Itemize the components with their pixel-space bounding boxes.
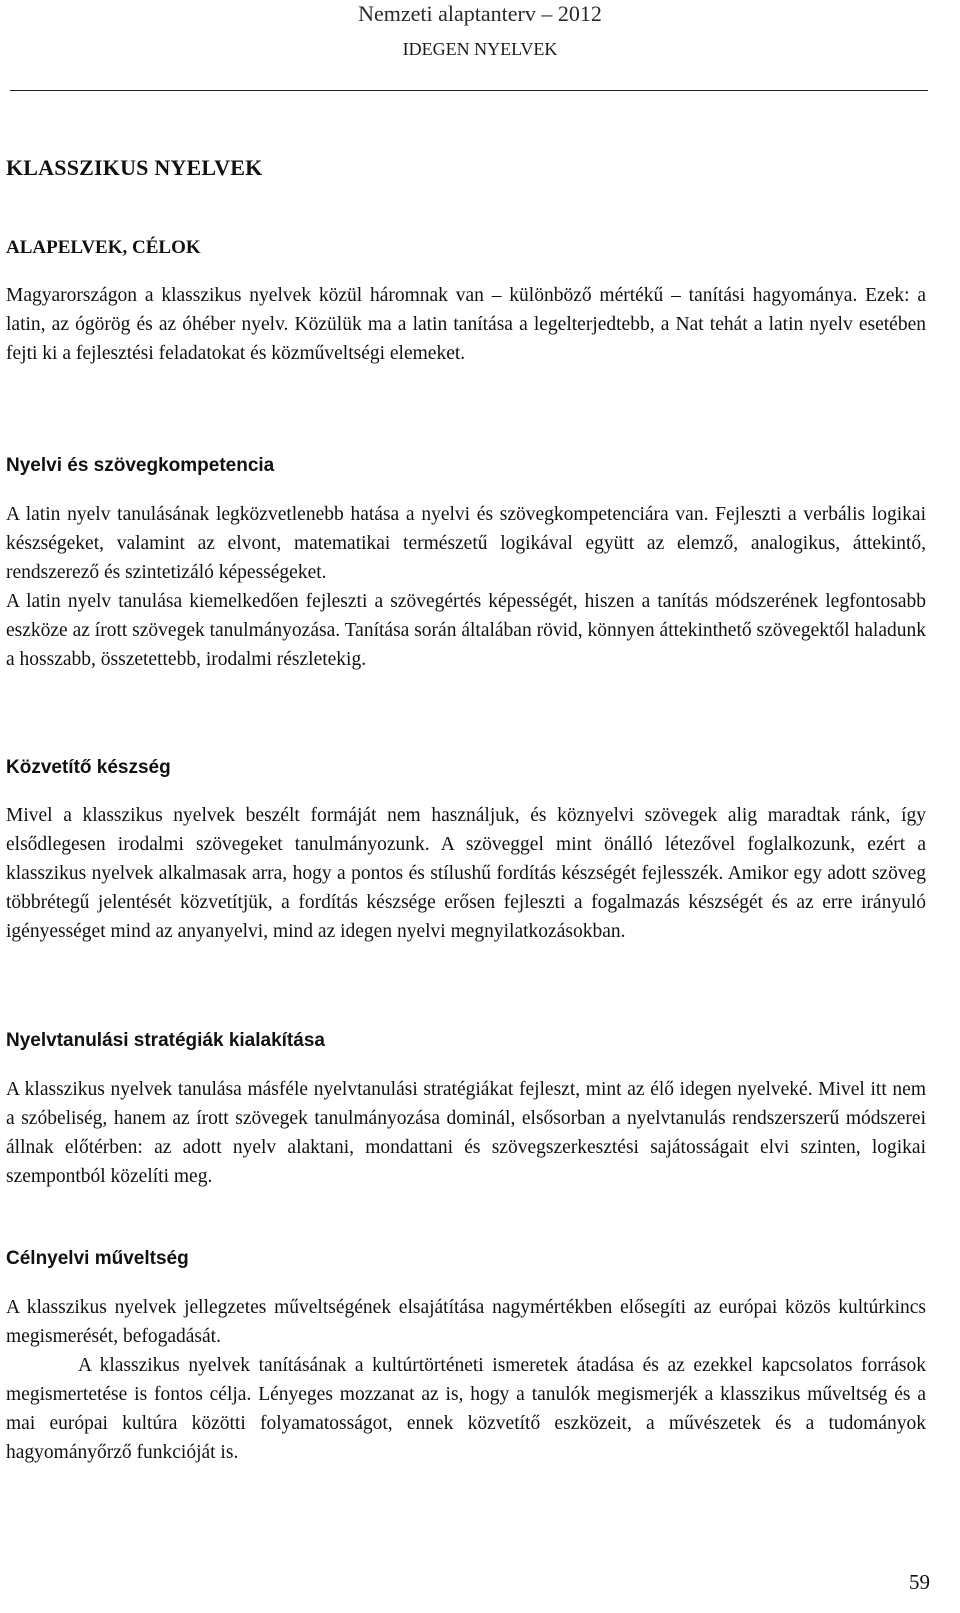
- section-4-paragraph-1: A klasszikus nyelvek jellegzetes műveltségének elsajátítása nagymértékben elősegíti az európai közös kultúrkincs megismerését, befogadását.: [6, 1297, 926, 1347]
- section-1-paragraph-1: A latin nyelv tanulásának legközvetlenebb hatása a nyelvi és szövegkompetenciára van. Fejleszti a verbális logikai készségeket, valamint az elvont, matematikai természetű logikával együtt az elemző, analogikus, áttekintő, rendszerező és szintetizáló képességeket.: [6, 504, 926, 583]
- header-subject: IDEGEN NYELVEK: [402, 39, 558, 59]
- header-title: Nemzeti alaptanterv – 2012: [358, 1, 602, 26]
- subsection-title: ALAPELVEK, CÉLOK: [6, 237, 201, 258]
- section-4-paragraph-2: A klasszikus nyelvek tanításának a kultúrtörténeti ismeretek átadása és az ezekkel kapcsolatos források megismertetése is fontos célja. Lényeges mozzanat az is, hogy a tanulók megismerjék a klasszikus műveltség és a mai európai kultúra közötti folyamatosságot, ennek közvetítő eszközeit, a művészetek és a tudományok hagyományőrző funkcióját is.: [6, 1355, 926, 1463]
- section-heading-1: Nyelvi és szövegkompetencia: [6, 455, 275, 476]
- intro-paragraph: Magyarországon a klasszikus nyelvek közül háromnak van – különböző mértékű – tanítási hagyománya. Ezek: a latin, az ógörög és az óhéber nyelv. Közülük ma a latin tanítása a legelterjedtebb, a Nat tehát a latin nyelv esetében fejti ki a fejlesztési feladatokat és közműveltségi elemeket.: [6, 285, 926, 364]
- section-2-paragraph-1: Mivel a klasszikus nyelvek beszélt formáját nem használjuk, és köznyelvi szövegek alig maradtak ránk, így elsődlegesen irodalmi szövegeket tanulmányozunk. A szöveggel mint önálló létezővel foglalkozunk, ezért a klasszikus nyelvek alkalmasak arra, hogy a pontos és stílushű fordítás készségét fejlesszék. Amikor egy adott szöveg többrétegű jelentését közvetítjük, a fordítás készsége erősen fejleszti a fogalmazás készségét és az erre irányuló igényességet mind az anyanyelvi, mind az idegen nyelvi megnyilatkozásokban.: [6, 805, 926, 942]
- section-title: KLASSZIKUS NYELVEK: [6, 155, 263, 180]
- section-heading-4: Célnyelvi műveltség: [6, 1248, 189, 1269]
- section-heading-2: Közvetítő készség: [6, 757, 171, 778]
- section-1-paragraph-2: A latin nyelv tanulása kiemelkedően fejleszti a szövegértés képességét, hiszen a tanítás módszerének legfontosabb eszköze az írott szövegek tanulmányozása. Tanítása során általában rövid, könnyen áttekinthető szövegektől haladunk a hosszabb, összetettebb, irodalmi részletekig.: [6, 591, 926, 670]
- header-divider: [10, 90, 928, 91]
- section-3-paragraph-1: A klasszikus nyelvek tanulása másféle nyelvtanulási stratégiákat fejleszt, mint az élő idegen nyelveké. Mivel itt nem a szóbeliség, hanem az írott szövegek tanulmányozása dominál, elsősorban a nyelvtanulás rendszerszerű módszerei állnak előtérben: az adott nyelv alaktani, mondattani és szövegszerkesztési sajátosságait elvi szinten, logikai szempontból közelíti meg.: [6, 1079, 926, 1187]
- page-number: 59: [909, 1570, 930, 1594]
- section-heading-3: Nyelvtanulási stratégiák kialakítása: [6, 1030, 325, 1051]
